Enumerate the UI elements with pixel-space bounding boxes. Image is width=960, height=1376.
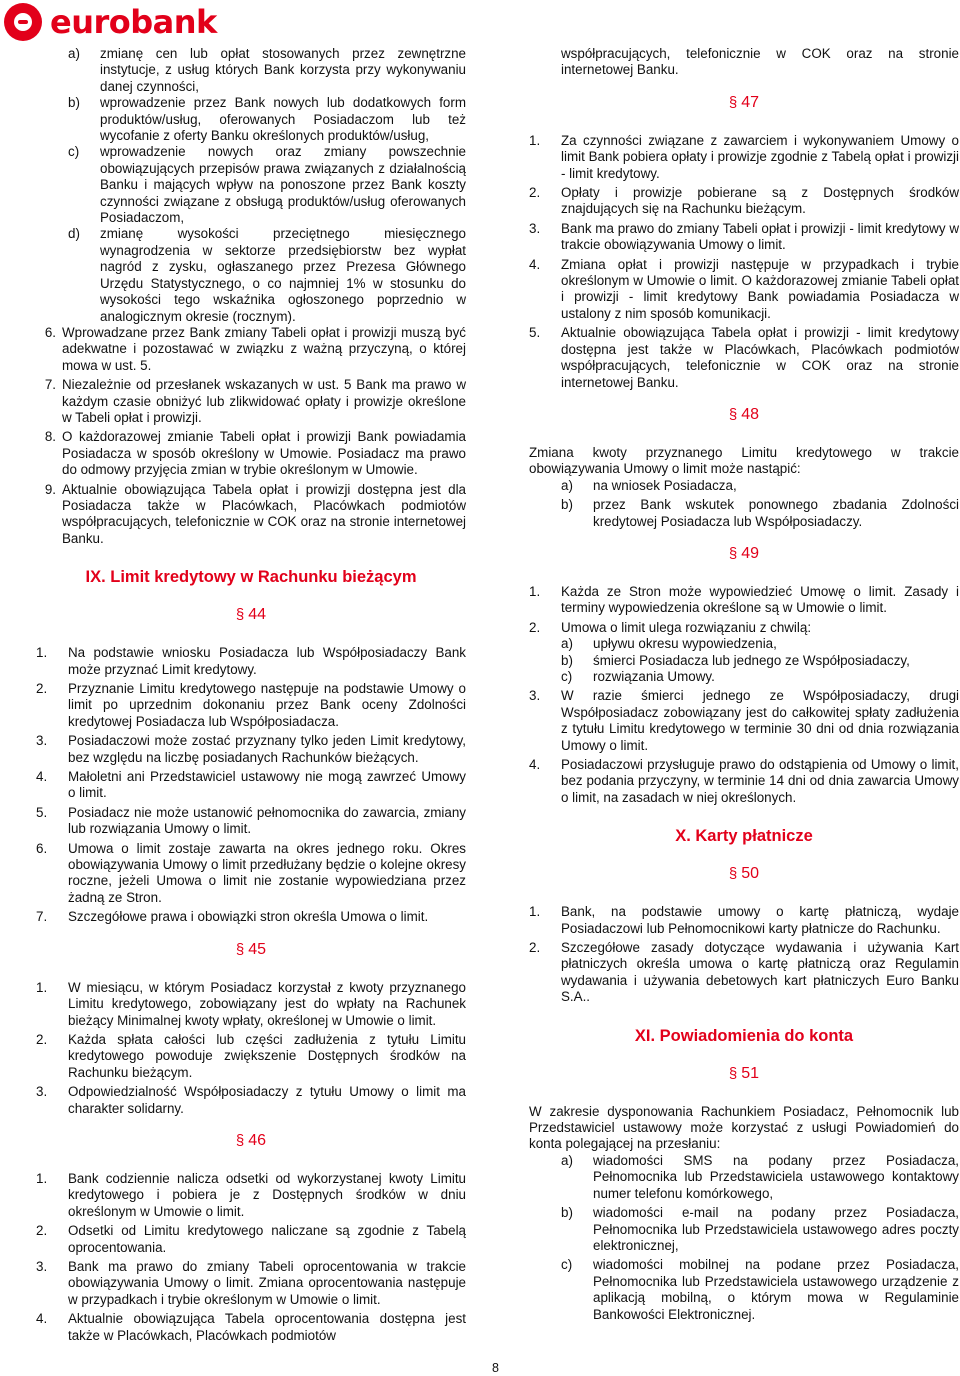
list-item: b) przez Bank wskutek ponownego zbadania Zdolności kredytowej Posiadacza lub Współposiadaczy. <box>561 497 959 529</box>
list-item: b) wiadomości e-mail na podany przez Posiadacza, Pełnomocnika lub Przedstawiciela ustawowego adres poczty elektronicznej, <box>561 1205 959 1253</box>
list-item: 1. Bank codziennie nalicza odsetki od wykorzystanej kwoty Limitu kredytowego i pobiera je z Dostępnych środków w dniu określonym w Umowie o limit. <box>36 1170 466 1219</box>
paragraph-heading: § 45 <box>235 940 267 958</box>
paragraph-47-list <box>529 133 959 391</box>
continuation-text: współpracujących, telefonicznie w COK oraz na stronie internetowej Banku. <box>561 46 959 78</box>
list-item: c) rozwiązania Umowy. <box>561 668 715 684</box>
paragraph-51-list <box>529 1153 959 1323</box>
paragraph-48-list <box>529 478 959 530</box>
list-item: 6. Umowa o limit zostaje zawarta na okres jednego roku. Okres obowiązywania Umowy o limit przedłużany będzie o kolejne okresy roczne, jeżeli Umowa o limit nie zostanie wypowiedziana przez żadną ze Stron. <box>36 840 466 905</box>
list-item: 3. Odpowiedzialność Współposiadaczy z tytułu Umowy o limit ma charakter solidarny. <box>36 1084 466 1116</box>
list-item: a) na wniosek Posiadacza, <box>561 477 737 493</box>
list-item: 2. Opłaty i prowizje pobierane są z Dostępnych środków znajdujących się na Rachunku bieżącym. <box>529 185 959 217</box>
list-item: 5. Posiadacz nie może ustanowić pełnomocnika do zawarcia, zmiany lub rozwiązania Umowy o limit. <box>36 804 466 837</box>
list-item: 3. W razie śmierci jednego ze Współposiadaczy, drugi Współposiadacz zobowiązany jest do całkowitej spłaty zadłużenia z tytułu Limitu kredytowego w terminie 30 dni od dnia rozwiązania Umowy o limit. <box>529 688 959 753</box>
list-item: 3. Bank ma prawo do zmiany Tabeli opłat i prowizji - limit kredytowy w trakcie obowiązywania Umowy o limit. <box>529 220 959 253</box>
right-column <box>529 46 959 1323</box>
list-item: 2. Szczegółowe zasady dotyczące wydawania i używania Kart płatniczych określa umowa o kartę płatniczą oraz Regulamin wydawania i używania debetowych kart płatniczych Euro Banku S.A.. <box>529 940 959 1005</box>
list-item: a) zmianę cen lub opłat stosowanych przez zewnętrzne instytucje, z usług których Bank korzysta przy wykonywaniu danej czynności, <box>68 46 466 94</box>
points-list <box>0 325 466 547</box>
sublist <box>529 636 959 685</box>
list-item: 4. Aktualnie obowiązująca Tabela oprocentowania dostępna jest także w Placówkach, Placówkach podmiotów <box>36 1311 466 1343</box>
list-item: 8. O każdorazowej zmianie Tabeli opłat i prowizji Bank powiadamia Posiadacza w sposób określony w Umowie. Posiadacz ma prawo do odmowy przyjęcia zmian w trybie określonym w Umowie. <box>44 429 466 478</box>
chapter-title: X. Karty płatnicze <box>675 827 813 846</box>
list-item: 1. W miesiącu, w którym Posiadacz korzystał z kwoty przyznanego Limitu kredytowego, zobowiązany jest do wpłaty na Rachunek bieżący Minimalnej kwoty wpłaty, określonej w Umowie o limit. <box>36 979 466 1028</box>
list-item: 4. Zmiana opłat i prowizji następuje w przypadkach i trybie określonym w Umowie o limit. O każdorazowej zmianie Tabeli opłat i prowizji - limit kredytowy Bank powiadamia Posiadacza w ustalony z nim sposób komunikacji. <box>529 256 959 321</box>
list-item: 4. Małoletni ani Przedstawiciel ustawowy nie mogą zawrzeć Umowy o limit. <box>36 769 466 801</box>
paragraph-heading: § 51 <box>728 1064 760 1082</box>
list-item: 9. Aktualnie obowiązująca Tabela opłat i prowizji dostępna jest dla Posiadacza także w Placówkach, Placówkach podmiotów współpracujących, telefonicznie w COK oraz na stronie internetowej Banku. <box>44 481 466 546</box>
list-item: c) wprowadzenie nowych oraz zmiany powszechnie obowiązujących przepisów prawa związanych z działalnością Banku i mających wpływ na ponoszone przez Bank koszty czynności związane z obsługą produktów/usług oferowanych Posiadaczom, <box>68 144 466 226</box>
list-item: 2. Każda spłata całości lub części zadłużenia z tytułu Limitu kredytowego powoduje zwiększenie Dostępnych środków na Rachunku bieżącym. <box>36 1031 466 1080</box>
list-item: 2. Przyznanie Limitu kredytowego następuje na podstawie Umowy o limit po uprzednim dokonaniu przez Bank oceny Zdolności kredytowej Posiadacza lub Współposiadacza. <box>36 681 466 729</box>
list-item: 3. Bank ma prawo do zmiany Tabeli oprocentowania w trakcie obowiązywania Umowy o limit. Zmiana oprocentowania następuje w przypadkach i trybie określonym w Umowie o limit. <box>36 1258 466 1307</box>
paragraph-heading: § 44 <box>235 606 267 624</box>
brand-name: eurobank <box>50 3 217 41</box>
paragraph-49-list <box>529 584 959 806</box>
list-item: 1. Bank, na podstawie umowy o kartę płatniczą, wydaje Posiadaczowi lub Pełnomocnikowi karty płatnicze do Rachunku. <box>529 904 959 936</box>
list-item: 7. Szczegółowe prawa i obowiązki stron określa Umowa o limit. <box>36 909 429 925</box>
list-item: 4. Posiadaczowi przysługuje prawo do odstąpienia od Umowy o limit, bez podania przyczyny, w terminie 14 dni od dnia zawarcia Umowy o limit, na zasadach w niej określonych. <box>529 757 959 805</box>
list-item: c) wiadomości mobilnej na podane przez Posiadacza, Pełnomocnika lub Przedstawiciela ustawowego urządzenie z aplikacją mobilną, o którym mowa w Regulaminie Bankowości Elektronicznej. <box>561 1257 959 1322</box>
paragraph-heading: § 49 <box>728 544 760 562</box>
eurobank-logo <box>4 3 217 41</box>
list-item: 1. Na podstawie wniosku Posiadacza lub Współposiadaczy Bank może przyznać Limit kredytowy. <box>36 645 466 677</box>
list-item: a) wiadomości SMS na podany przez Posiadacza, Pełnomocnika lub Przedstawiciela ustawowego kontaktowy numer telefonu komórkowego, <box>561 1152 959 1201</box>
paragraph-heading: § 46 <box>235 1131 267 1149</box>
intro-list <box>36 46 466 325</box>
paragraph-45-list <box>36 980 466 1117</box>
chapter-title: IX. Limit kredytowy w Rachunku bieżącym <box>85 568 417 587</box>
paragraph-50-list <box>529 904 959 1005</box>
chapter-title: XI. Powiadomienia do konta <box>634 1026 854 1045</box>
left-column <box>36 46 466 1344</box>
list-item: b) wprowadzenie przez Bank nowych lub dodatkowych form produktów/usług, oferowanych Posiadaczom lub też wycofanie z oferty Banku określonych produktów/usług, <box>68 95 466 144</box>
list-item: d) zmianę wysokości przeciętnego miesięcznego wynagrodzenia w sektorze przedsiębiorstw bez wypłat nagród z zysku, ogłaszanego przez Prezesa Głównego Urzędu Statystycznego, o co najmniej 1% w stosunku do wysokości tego wskaźnika ogłoszonego poprzednio w analogicznym okresie (rocznym). <box>68 226 466 324</box>
paragraph-heading: § 50 <box>728 865 760 883</box>
list-item: 5. Aktualnie obowiązująca Tabela opłat i prowizji - limit kredytowy dostępna jest także w Placówkach, Placówkach podmiotów współpracujących, telefonicznie w COK oraz na stronie internetowej Banku. <box>529 325 959 390</box>
paragraph-heading: § 47 <box>728 93 760 111</box>
list-item: 6. Wprowadzane przez Bank zmiany Tabeli opłat i prowizji muszą być adekwatne i pozostawać w związku z ważną przyczyną, o której mowa w ust. 5. <box>44 324 466 373</box>
eurobank-logo-icon <box>4 3 42 41</box>
paragraph-heading: § 48 <box>728 405 760 423</box>
list-item: b) śmierci Posiadacza lub jednego ze Współposiadaczy, <box>561 652 910 668</box>
paragraph-46-list <box>36 1171 466 1344</box>
list-item: 1. Za czynności związane z zawarciem i wykonywaniem Umowy o limit Bank pobiera opłaty i prowizje zgodnie z Tabelą opłat i prowizji - limit kredytowy. <box>529 132 959 181</box>
list-item: 2. Umowa o limit ulega rozwiązaniu z chwilą: <box>529 619 812 635</box>
list-item: 1. Każda ze Stron może wypowiedzieć Umowę o limit. Zasady i terminy wypowiedzenia określone są w Umowie o limit. <box>529 583 959 616</box>
list-item: 7. Niezależnie od przesłanek wskazanych w ust. 5 Bank ma prawo w każdym czasie obniżyć lub zlikwidować opłaty i prowizje określone w Tabeli opłat i prowizji. <box>44 377 466 425</box>
paragraph-48-intro: Zmiana kwoty przyznanego Limitu kredytowego w trakcie obowiązywania Umowy o limit może nastąpić: <box>529 444 959 477</box>
list-item: 3. Posiadaczowi może zostać przyznany tylko jeden Limit kredytowy, bez względu na liczbę posiadanych Rachunków bieżących. <box>36 733 466 765</box>
paragraph-44-list <box>36 645 466 926</box>
page-number: 8 <box>492 1361 499 1375</box>
list-item: 2. Odsetki od Limitu kredytowego naliczane są zgodnie z Tabelą oprocentowania. <box>36 1223 466 1255</box>
paragraph-51-intro: W zakresie dysponowania Rachunkiem Posiadacz, Pełnomocnik lub Przedstawiciel ustawowy może korzystać z usługi Powiadomień do konta polegającej na przesłaniu: <box>529 1103 959 1152</box>
list-item: a) upływu okresu wypowiedzenia, <box>561 636 777 652</box>
